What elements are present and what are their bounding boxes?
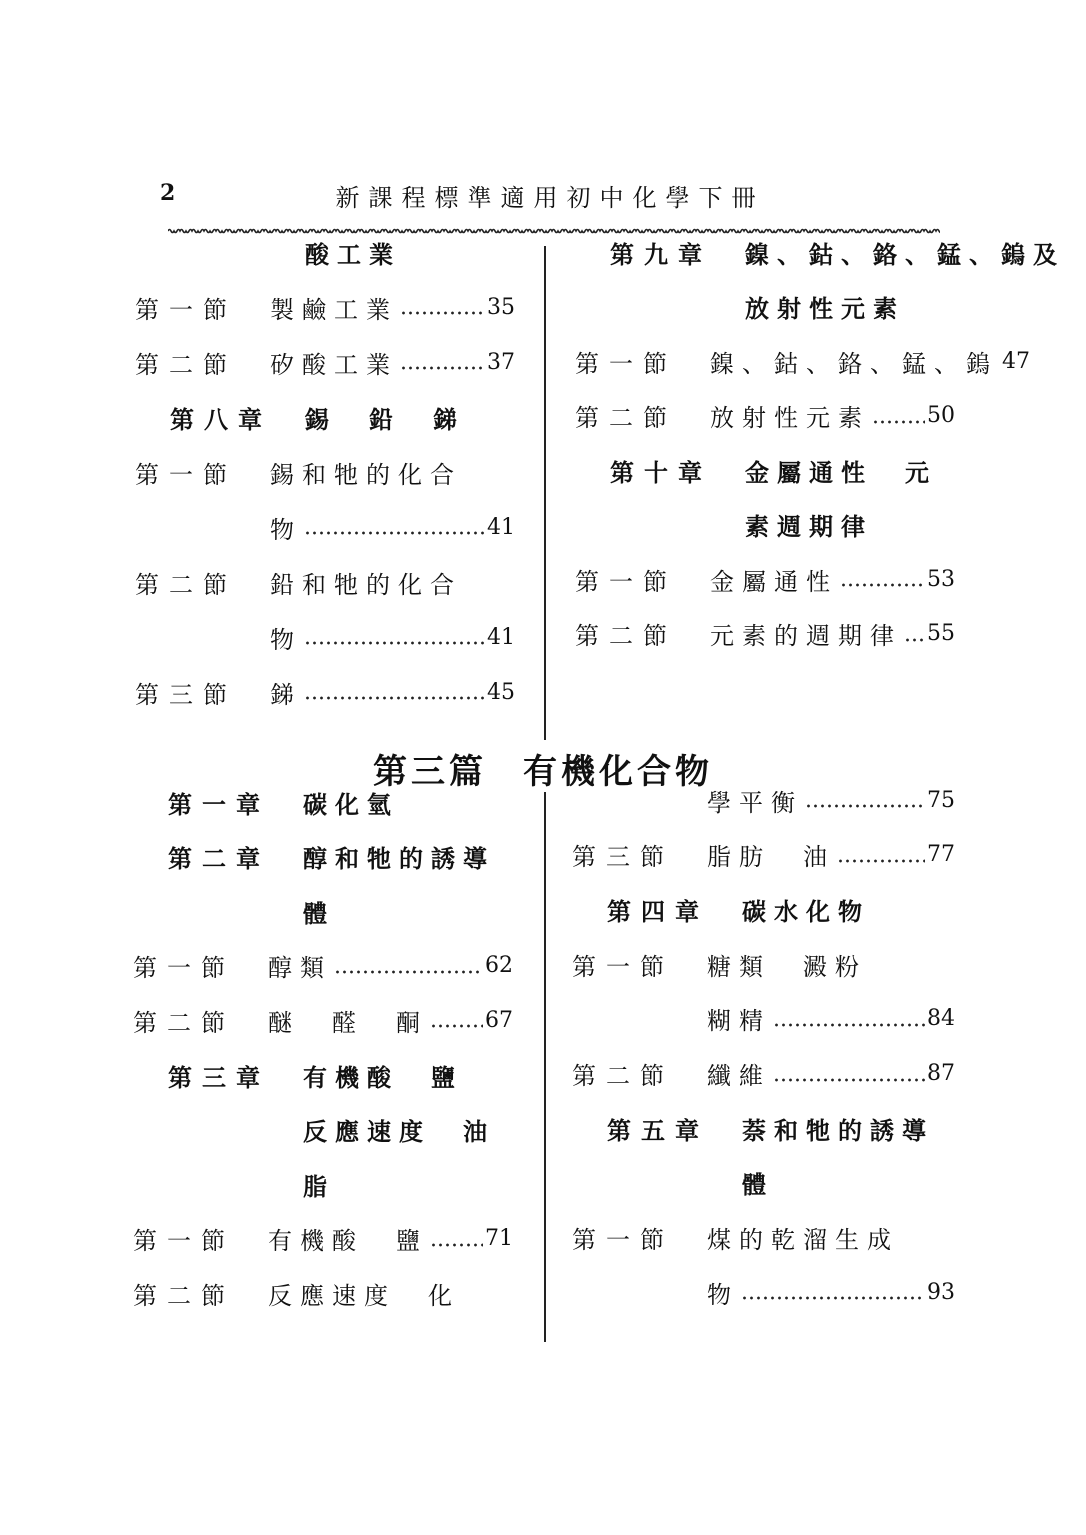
entry-title-text: 體: [303, 899, 335, 928]
entry-title-text: 碳化氫: [303, 790, 399, 819]
toc-entry[interactable]: [135, 287, 515, 327]
chapter-label: 第四章: [607, 897, 709, 926]
entry-title: [268, 1003, 513, 1038]
entry-title-text: 金屬通性: [710, 567, 838, 596]
toc-entry[interactable]: [133, 1219, 513, 1259]
chapter-label: 第九章: [610, 240, 712, 269]
toc-entry[interactable]: [572, 1272, 955, 1312]
section-label: 第二節: [572, 1062, 674, 1090]
entry-title-text: 物: [707, 1280, 739, 1309]
toc-entry[interactable]: [575, 396, 955, 436]
dot-leader: [400, 311, 485, 315]
entry-title-text: 反應速度 油: [303, 1118, 495, 1147]
section-label: 第一節: [133, 954, 235, 983]
entry-title-text: 銻: [270, 680, 302, 709]
dot-leader: [837, 859, 925, 863]
entry-title: [303, 894, 513, 929]
toc-entry: [575, 232, 1065, 272]
entry-title: [710, 616, 955, 651]
dot-leader: [430, 1243, 483, 1247]
entry-title: [707, 1275, 955, 1310]
toc-entry: [135, 562, 515, 602]
page-number-ref[interactable]: 67: [485, 1007, 513, 1033]
entry-title: [303, 1112, 513, 1147]
entry-title-text: 碳水化物: [742, 897, 870, 926]
section-label: 第二節: [133, 1281, 235, 1310]
entry-title: [268, 1221, 513, 1256]
toc-entry: [133, 1055, 513, 1095]
entry-title: [745, 507, 955, 542]
dot-leader: [741, 1296, 925, 1300]
entry-title: [270, 675, 515, 710]
chapter-label: 第八章: [170, 405, 272, 434]
entry-title: [270, 510, 515, 545]
toc-entry[interactable]: [572, 1054, 955, 1094]
chapter-label: 第十章: [610, 458, 712, 487]
chapter-title: [742, 892, 955, 927]
toc-entry[interactable]: [135, 507, 515, 547]
entry-title: [270, 290, 515, 325]
entry-title-text: 醚 醛 酮: [268, 1008, 428, 1037]
toc-entry[interactable]: [572, 999, 955, 1039]
section-label: 第一節: [135, 295, 237, 324]
entry-title: [707, 1220, 955, 1255]
entry-title: [710, 562, 955, 597]
chapter-label: 第三章: [168, 1063, 270, 1092]
toc-entry: [575, 450, 955, 490]
part-label: 第三篇: [373, 752, 487, 792]
entry-title: [270, 565, 515, 600]
page-number-ref[interactable]: 77: [927, 842, 955, 868]
entry-title-text: 醇和牠的誘導: [303, 845, 495, 874]
entry-title: [742, 1165, 955, 1200]
toc-entry[interactable]: [133, 1000, 513, 1040]
section-label: 第二節: [135, 350, 237, 379]
column-divider: [544, 792, 546, 1342]
toc-entry[interactable]: [572, 835, 955, 875]
entry-title-text: 元素的週期律: [710, 622, 902, 650]
entry-title: [270, 620, 515, 655]
section-label: 第二節: [575, 404, 677, 432]
dot-leader: [840, 583, 925, 587]
entry-title: [710, 398, 955, 433]
entry-title-text: 醇類: [268, 954, 332, 983]
dot-leader: [334, 970, 483, 974]
chapter-label: 第二章: [168, 845, 270, 874]
chapter-title: [742, 1111, 955, 1146]
section-label: 第一節: [572, 1226, 674, 1255]
toc-entry[interactable]: [575, 614, 955, 654]
entry-title: [745, 289, 955, 324]
entry-title-text: 物: [270, 515, 302, 544]
dot-leader: [904, 638, 925, 642]
toc-entry: [133, 1273, 513, 1313]
chapter-label: 第五章: [607, 1116, 709, 1145]
entry-title-text: 有機酸 鹽: [303, 1063, 463, 1092]
entry-title-text: 糊精: [707, 1007, 771, 1036]
toc-entry[interactable]: [133, 946, 513, 986]
section-label: 第二節: [133, 1008, 235, 1037]
toc-entry: [133, 782, 513, 822]
entry-title: [270, 455, 515, 490]
entry-title-text: 金屬通性 元: [745, 458, 937, 487]
entry-title-text: 脂: [303, 1172, 335, 1201]
section-label: 第一節: [575, 349, 677, 378]
column-divider: [544, 246, 546, 740]
section-label: 第二節: [575, 622, 677, 650]
page-number-ref[interactable]: 87: [927, 1061, 955, 1086]
toc-entry: [572, 944, 955, 984]
page-number-ref[interactable]: 55: [927, 621, 955, 646]
entry-title-text: 錫 鉛 銻: [305, 405, 465, 434]
dot-leader: [773, 1023, 925, 1027]
dot-leader: [430, 1024, 483, 1028]
entry-title-text: 錫和牠的化合: [270, 460, 462, 489]
page-number: 2: [160, 180, 176, 206]
entry-title-text: 萘和牠的誘導: [742, 1116, 934, 1145]
page-number-ref[interactable]: 50: [927, 403, 955, 428]
dot-leader: [304, 696, 485, 700]
entry-title-text: 鎳、鈷、鉻、錳、鎢及: [745, 240, 1065, 269]
section-label: 第二節: [135, 570, 237, 599]
part-name: 有機化合物: [523, 752, 713, 792]
toc-entry[interactable]: [135, 672, 515, 712]
page-number-ref[interactable]: 93: [927, 1279, 955, 1305]
entry-title-text: 煤的乾溜生成: [707, 1226, 899, 1255]
toc-entry: [572, 1108, 955, 1148]
toc-entry: [133, 1164, 513, 1204]
chapter-title: [303, 1058, 513, 1093]
page-number-ref[interactable]: 75: [927, 787, 955, 813]
entry-title: [707, 947, 955, 982]
page-number-ref[interactable]: 47: [1002, 348, 1030, 374]
entry-title: [710, 344, 1030, 379]
entry-title-text: 製鹼工業: [270, 295, 398, 324]
dot-leader: [400, 366, 485, 370]
toc-entry: [575, 287, 955, 327]
chapter-title: [745, 235, 1065, 270]
entry-title-text: 放射性元素: [745, 295, 905, 323]
entry-title: [268, 1276, 513, 1311]
page-number-ref[interactable]: 45: [487, 679, 515, 705]
entry-title: [707, 1056, 955, 1091]
chapter-title: [305, 400, 515, 435]
section-label: 第一節: [135, 460, 237, 489]
entry-title-text: 物: [270, 625, 302, 654]
toc-entry[interactable]: [575, 559, 955, 599]
section-label: 第三節: [572, 843, 674, 872]
toc-entry: [575, 505, 955, 545]
entry-title: [707, 837, 955, 872]
page-number-ref[interactable]: 53: [927, 566, 955, 592]
entry-title-text: 酸工業: [305, 240, 401, 269]
entry-title-text: 有機酸 鹽: [268, 1227, 428, 1256]
section-label: 第一節: [575, 567, 677, 596]
toc-entry: [133, 1110, 513, 1150]
page-number-ref[interactable]: 62: [485, 953, 513, 979]
chapter-label: 第一章: [168, 790, 270, 819]
toc-entry: [135, 397, 515, 437]
entry-title-text: 糖類 澱粉: [707, 952, 867, 981]
toc-entry: [135, 452, 515, 492]
dot-leader: [805, 804, 925, 808]
entry-title: [305, 235, 515, 270]
page-number-ref[interactable]: 41: [487, 624, 515, 650]
page-number-ref[interactable]: 71: [485, 1226, 513, 1252]
dot-leader: [304, 641, 485, 645]
entry-title: [707, 783, 955, 818]
chapter-title: [303, 839, 513, 874]
chapter-title: [745, 453, 955, 488]
dot-leader: [773, 1078, 925, 1082]
page-number-ref[interactable]: 37: [487, 349, 515, 375]
entry-title-text: 素週期律: [745, 513, 873, 541]
toc-entry: [572, 889, 955, 929]
entry-title-text: 纖維: [707, 1062, 771, 1090]
toc-entry: [133, 837, 513, 877]
running-title: 新課程標準適用初中化學下冊: [335, 184, 765, 212]
entry-title-text: 學平衡: [707, 788, 803, 817]
toc-entry: [572, 1218, 955, 1258]
toc-entry: [133, 891, 513, 931]
entry-title-text: 放射性元素: [710, 404, 870, 432]
toc-entry: [572, 1163, 955, 1203]
page-number-ref[interactable]: 84: [927, 1006, 955, 1032]
page-number-ref[interactable]: 41: [487, 514, 515, 540]
entry-title-text: 鎳、鈷、鉻、錳、鎢: [710, 349, 998, 378]
toc-entry[interactable]: [135, 617, 515, 657]
entry-title-text: 鉛和牠的化合: [270, 570, 462, 599]
toc-entry[interactable]: [135, 342, 515, 382]
entry-title-text: 反應速度 化: [268, 1281, 460, 1310]
page-number-ref[interactable]: 35: [487, 294, 515, 320]
entry-title: [707, 1001, 955, 1036]
toc-entry[interactable]: [572, 780, 955, 820]
dot-leader: [304, 531, 485, 535]
entry-title: [268, 948, 513, 983]
toc-entry[interactable]: [575, 341, 1030, 381]
section-label: 第三節: [135, 680, 237, 709]
entry-title-text: 脂肪 油: [707, 843, 835, 872]
section-label: 第一節: [133, 1227, 235, 1256]
entry-title: [303, 1167, 513, 1202]
dot-leader: [872, 420, 925, 424]
entry-title-text: 矽酸工業: [270, 350, 398, 379]
toc-entry: [135, 232, 515, 272]
section-label: 第一節: [572, 952, 674, 981]
entry-title: [270, 345, 515, 380]
chapter-title: [303, 785, 513, 820]
entry-title-text: 體: [742, 1171, 774, 1200]
